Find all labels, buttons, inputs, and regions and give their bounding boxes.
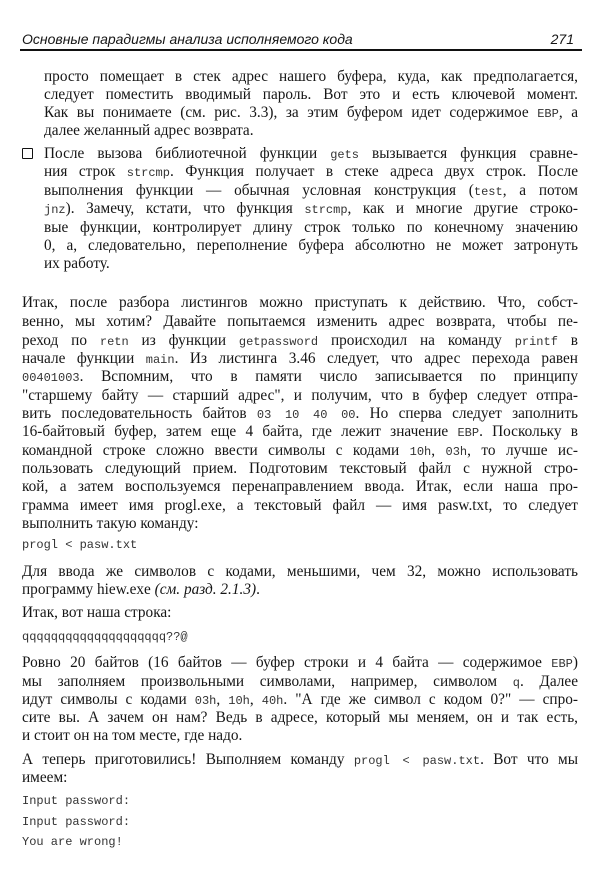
text-line [44,254,578,273]
text-segment: , [249,691,262,708]
text-line [22,726,578,745]
inline-code: 03h [194,694,217,708]
text-segment: , то лучше ис- [467,442,578,459]
text-segment: "старшему байту — старший адрес", и получим, что в буфер следует отпра- [22,387,578,404]
text-segment: , [431,442,446,459]
text-line [22,580,578,599]
inline-code: strcmp [304,203,348,217]
inline-code: q [512,676,520,690]
text-segment: ния строк [44,163,127,180]
text-segment: . Вспомним, что в памяти число записывается по принципу [79,368,578,385]
text-segment: You are wrong! [22,835,123,849]
text-segment: Input password: [22,815,131,829]
text-line [22,386,578,405]
text-line [22,603,578,622]
text-line [22,562,578,581]
text-line [22,708,578,727]
text-segment: сите вы. А зачем он нам? Ведь в адресе, который мы меняем, он и так есть, [22,709,578,726]
text-segment: Как вы понимаете (см. рис. 3.3), за этим буфером идет содержимое [44,104,538,121]
inline-code: 10h [409,445,432,459]
text-line [22,690,578,709]
text-segment: 16-байтовый буфер, затем еще 4 байта, где лежит значение [22,423,458,440]
text-segment: После вызова библиотечной функции [44,145,331,162]
text-segment: выполнения функции — обычная условная конструкция ( [44,182,474,199]
text-line [44,121,578,140]
inline-code: getpassword [238,335,319,349]
text-segment: их работу. [44,255,110,272]
text-segment: . Из листинга 3.46 следует, что адрес перехода равен [174,350,578,367]
inline-code: progl < pasw.txt [353,754,481,768]
inline-code: 00401003 [22,371,80,385]
text-segment: из функции [128,332,239,349]
text-line [44,218,578,237]
text-segment: в [557,332,578,349]
text-segment: ) [572,654,578,671]
text-segment: программу hiew.exe [22,581,155,598]
text-line [22,459,578,478]
text-line [44,103,578,122]
code-line [22,813,578,832]
text-line [22,422,578,441]
text-segment: имеем: [22,769,68,786]
text-segment: А теперь приготовились! Выполняем команду [22,751,354,768]
text-segment: . Вот что мы [480,751,579,768]
text-segment: грамма имеет имя progl.exe, а текстовый файл — имя pasw.txt, то следует [22,497,578,514]
text-segment: вить последовательность байтов [22,405,257,422]
code-line [22,536,578,555]
text-segment: 0, а, следовательно, переполнение буфера абсолютно не может затронуть [44,237,578,254]
text-segment: следует поместить вводимый пароль. Вот это и есть ключевой момент. [44,86,578,103]
inline-code: 03 10 40 00 [256,408,356,422]
text-line [44,162,578,181]
text-segment: Ровно 20 байтов (16 байтов — буфер строки и 4 байта — содержимое [22,654,552,671]
text-segment: идут символы с кодами [22,691,195,708]
header-rule [20,49,582,51]
text-segment: qqqqqqqqqqqqqqqqqqqq??@ [22,630,188,644]
text-segment: . Функция получает в стеке адреса двух строк. После [169,163,578,180]
text-segment: . "А где же символ с кодом 0?" — спро- [283,691,578,708]
text-segment: кой, а затем воспользуемся перенаправлением ввода. Итак, если наша про- [22,478,578,495]
text-line [44,67,578,86]
text-segment: мы заполняем произвольными символами, например, символом [22,673,513,690]
inline-code: EBP [551,657,573,671]
text-line [22,367,578,386]
text-line [22,768,578,787]
text-line [22,750,578,769]
text-segment: . Но сперва следует заполнить [355,405,579,422]
text-segment: венно, мы хотим? Давайте попытаемся изменить адрес возврата, чтобы пе- [22,313,578,330]
text-segment: пользовать следующий прием. Подготовим текстовый файл с нужной стро- [22,460,578,477]
code-line [22,792,578,811]
text-line [44,85,578,104]
running-header-title: Основные парадигмы анализа исполняемого кода [22,31,353,47]
text-line [22,293,578,312]
text-segment: вызывается функция сравне- [359,145,578,162]
inline-code: jnz [44,203,66,217]
text-segment: . Далее [519,673,578,690]
page-number: 271 [550,31,574,47]
text-segment: Итак, после разбора листингов можно приступать к действию. Что, собст- [22,294,578,311]
text-line [44,181,578,200]
inline-code: 40h [261,694,284,708]
text-line [22,653,578,672]
text-segment: ). Замечу, кстати, что функция [65,200,305,217]
text-line [22,349,578,368]
text-line [22,672,578,691]
text-segment: выполнить такую команду: [22,515,199,532]
text-line [22,312,578,331]
text-segment: просто помещает в стек адрес нашего буфера, куда, как предполагается, [44,68,578,85]
text-segment: , как и многие другие строко- [347,200,578,217]
inline-code: gets [330,148,359,162]
inline-code: printf [514,335,558,349]
text-segment: вые функции, контролирует длину строк только по конечному значению [44,219,578,236]
text-line [44,144,578,163]
text-line [22,477,578,496]
checkbox-bullet-icon [22,148,33,159]
text-segment: . Поскольку в [479,423,578,440]
italic-reference: (см. разд. 2.1.3) [154,581,257,598]
text-line [22,331,578,350]
text-segment: начале функции [22,350,146,367]
inline-code: retn [99,335,129,349]
text-line [22,514,578,533]
inline-code: 10h [228,694,250,708]
text-segment: реход по [22,332,100,349]
text-line [22,441,578,460]
text-segment: , а потом [502,182,578,199]
inline-code: test [473,185,503,199]
text-line [44,236,578,255]
text-segment: progl < pasw.txt [22,538,138,552]
text-line [22,496,578,515]
text-segment: далее желанный адрес возврата. [44,122,254,139]
text-segment: , а [558,104,578,121]
inline-code: 03h [445,445,468,459]
inline-code: main [145,353,175,367]
text-segment: командной строке сложно ввести символы с кодами [22,442,410,459]
text-segment: Итак, вот наша строка: [22,604,172,621]
running-header [22,31,578,49]
text-segment: . [256,581,260,598]
text-line [44,199,578,218]
text-segment: и стоит он на том месте, где надо. [22,727,243,744]
inline-code: EBP [537,107,559,121]
text-line [22,404,578,423]
code-line [22,628,578,647]
inline-code: strcmp [126,166,170,180]
text-segment: , [216,691,229,708]
text-segment: происходил на команду [318,332,515,349]
text-segment: Для ввода же символов с кодами, меньшими, чем 32, можно использовать [22,563,578,580]
inline-code: EBP [457,426,480,440]
code-line [22,833,578,852]
text-segment: Input password: [22,794,131,808]
